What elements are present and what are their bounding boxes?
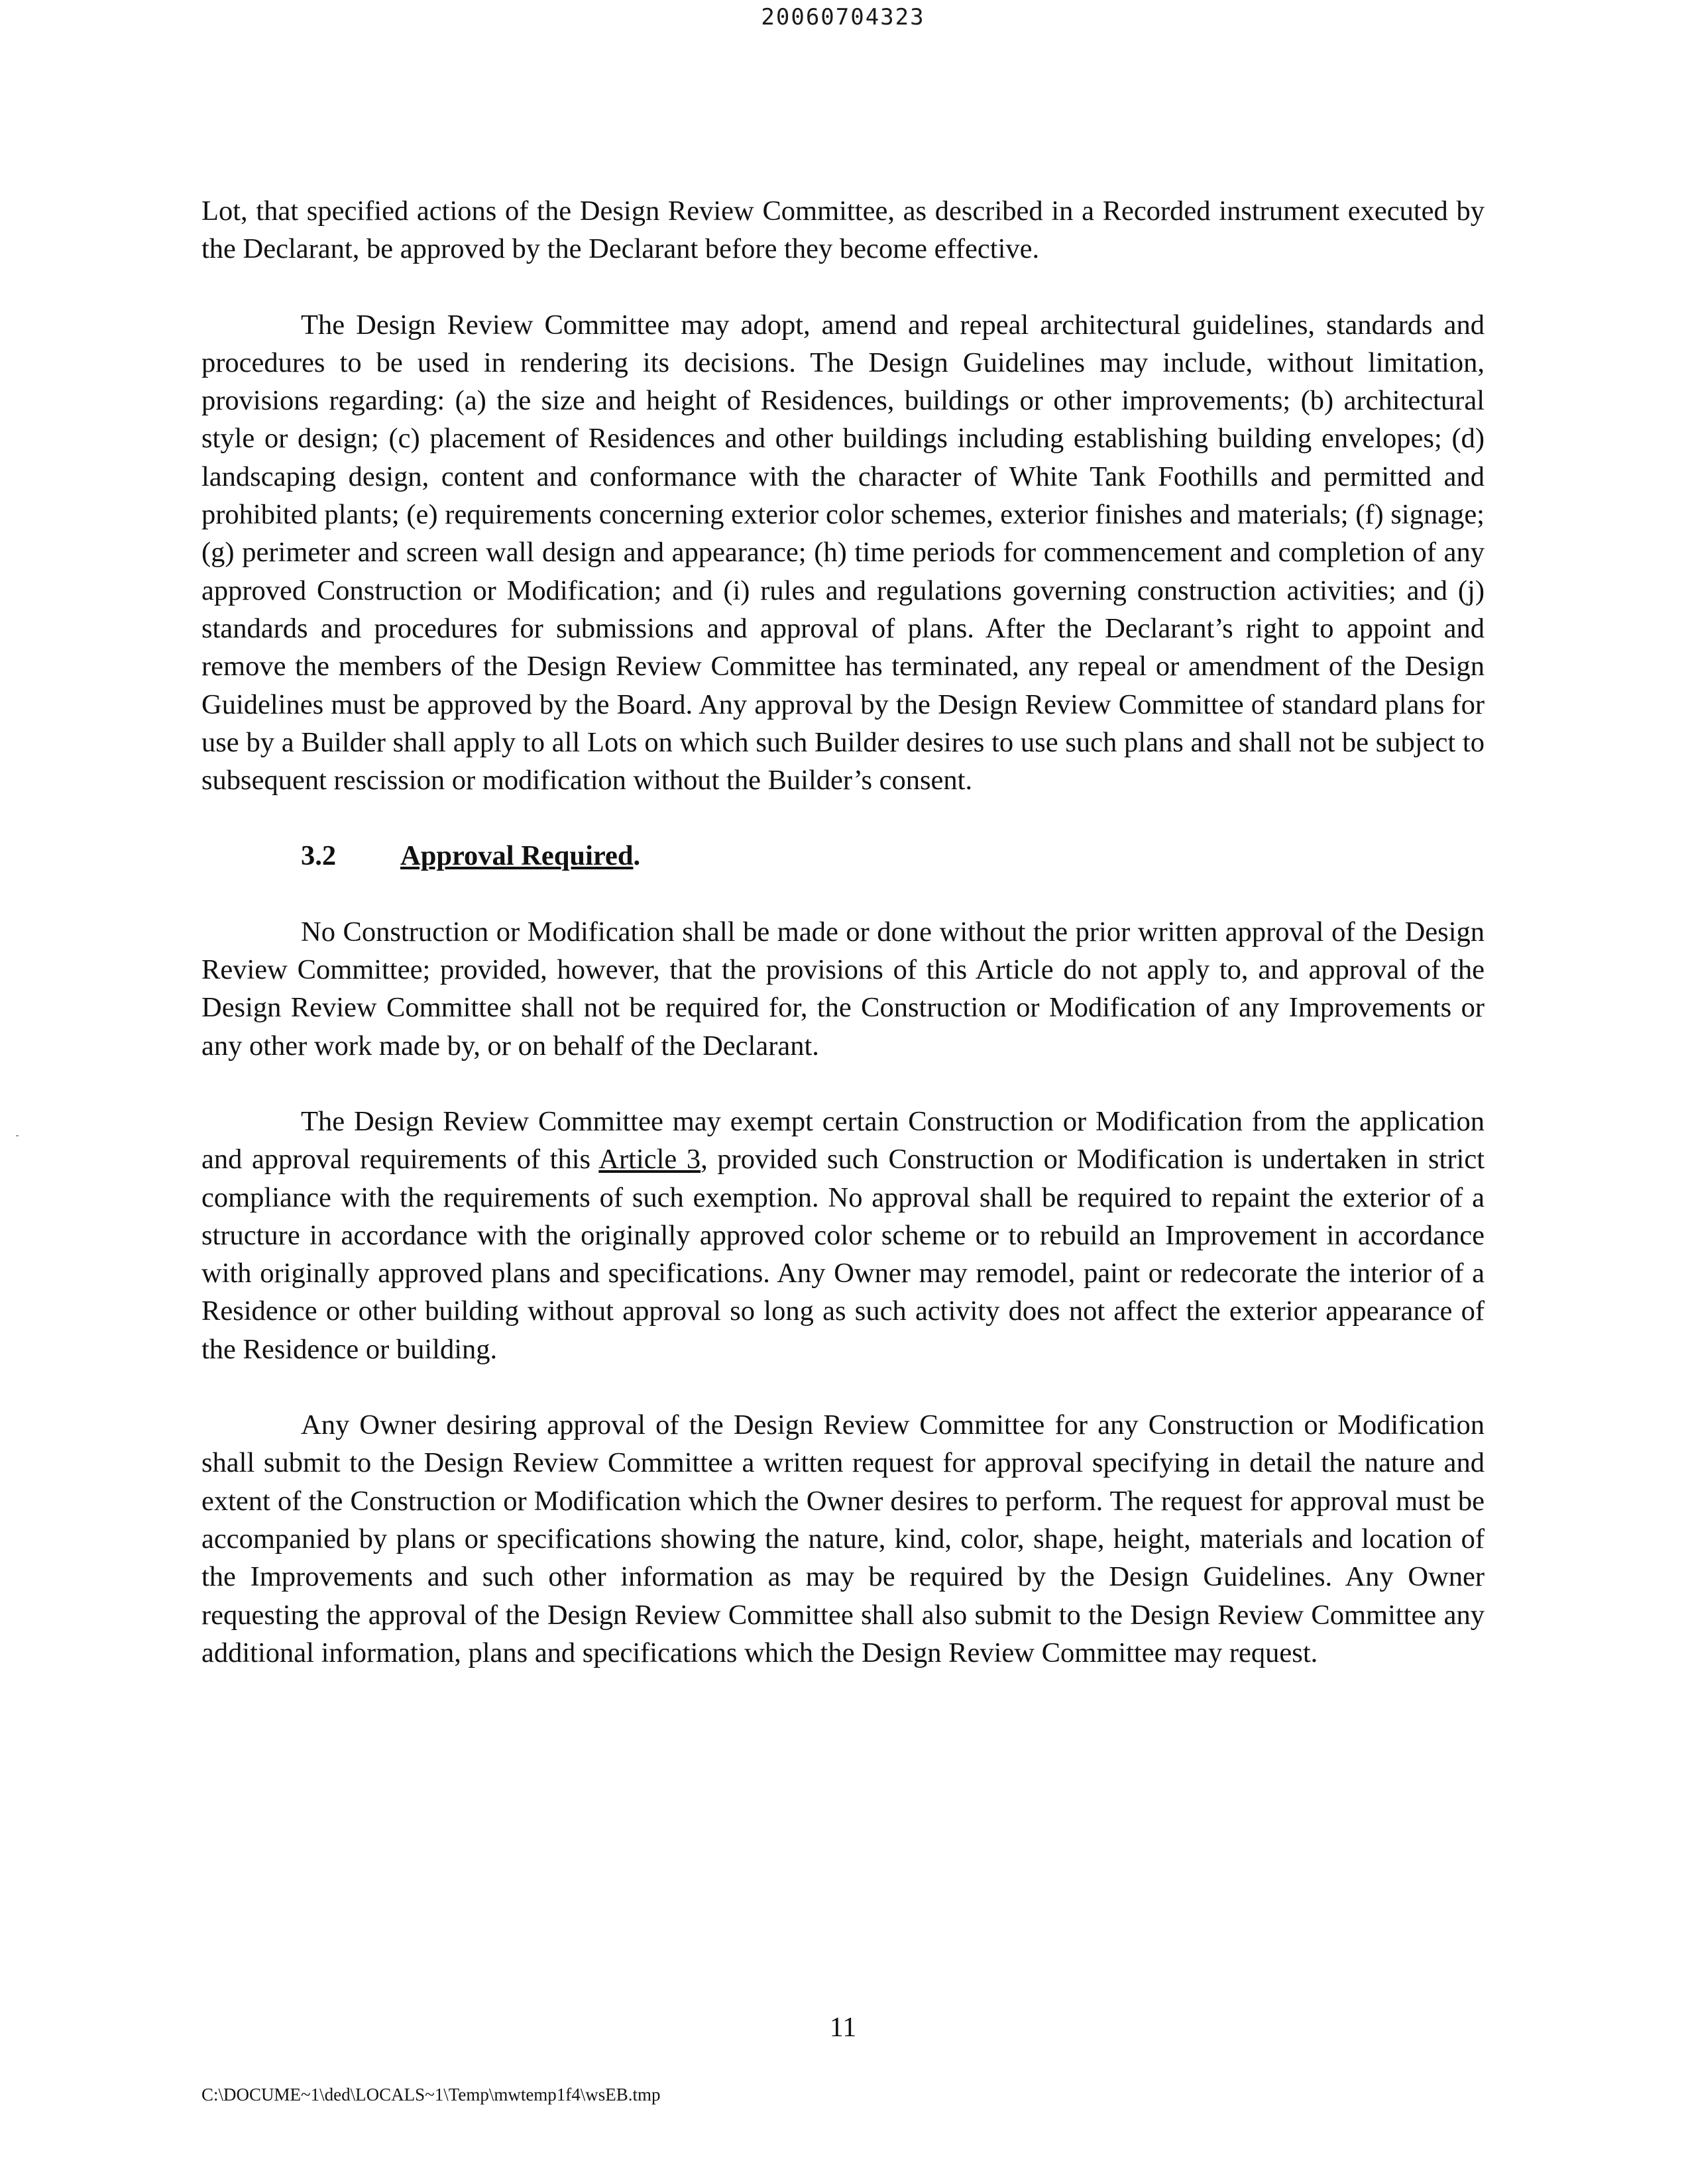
paragraph-design-guidelines: The Design Review Committee may adopt, amend and repeal architectural guidelines, standards and procedures to be used in rendering its decisions. The Design Guidelines may include, without limitation, provisions regarding: (a) the size and height of Residences, buildings or other improvements; (b) architectural style or design; (c) placement of Residences and other buildings including establishing building envelopes; (d) landscaping design, content and conformance with the character of White Tank Foothills and permitted and prohibited plants; (e) requirements concerning exterior color schemes, exterior finishes and materials; (f) signage; (g) perimeter and screen wall design and appearance; (h) time periods for commencement and completion of any approved Construction or Modification; and (i) rules and regulations governing construction activities; and (j) standards and procedures for submissions and approval of plans. After the Declarant’s right to appoint and remove the members of the Design Review Committee has terminated, any repeal or amendment of the Design Guidelines must be approved by the Board. Any approval by the Design Review Committee of standard plans for use by a Builder shall apply to all Lots on which such Builder desires to use such plans and shall not be subject to subsequent rescission or modification without the Builder’s consent.: [201, 309, 1485, 796]
paragraph-continuation: Lot, that specified actions of the Design Review Committee, as described in a Recorded instrument executed by the Declarant, be approved by the Declarant before they become effective.: [201, 195, 1485, 265]
paragraph-exemptions: [201, 1103, 1485, 1368]
exemption-text-after: , provided such Construction or Modification is undertaken in strict compliance with the requirements of such exemption. No approval shall be required to repaint the exterior of a structure in accordance with the originally approved color scheme or to rebuild an Improvement in accordance with originally approved plans and specifications. Any Owner may remodel, paint or redecorate the interior of a Residence or other building without approval so long as such activity does not affect the exterior appearance of the Residence or building.: [201, 1144, 1485, 1365]
section-title: Approval Required: [400, 840, 634, 872]
document-body: [201, 192, 1485, 1672]
file-path-footer: C:\DOCUME~1\ded\LOCALS~1\Temp\mwtemp1f4\wsEB.tmp: [201, 2085, 661, 2104]
section-heading: [301, 837, 1485, 875]
exemption-text-before: The Design Review Committee may exempt certain Construction or Modification from the application and approval requirements of this: [201, 1105, 1485, 1175]
section-number: 3.2: [301, 840, 337, 872]
article-reference: Article 3: [598, 1144, 701, 1175]
paragraph-approval-required: No Construction or Modification shall be made or done without the prior written approval of the Design Review Committee; provided, however, that the provisions of this Article do not apply to, and approval of the Design Review Committee shall not be required for, the Construction or Modification of any Improvements or any other work made by, or on behalf of the Declarant.: [201, 916, 1485, 1062]
paragraph-approval-request: Any Owner desiring approval of the Design Review Committee for any Construction or Modification shall submit to the Design Review Committee a written request for approval specifying in detail the nature and extent of the Construction or Modification which the Owner desires to perform. The request for approval must be accompanied by plans or specifications showing the nature, kind, color, shape, height, materials and location of the Improvements and such other information as may be required by the Design Guidelines. Any Owner requesting the approval of the Design Review Committee shall also submit to the Design Review Committee any additional information, plans and specifications which the Design Review Committee may request.: [201, 1409, 1485, 1668]
section-title-punctuation: .: [633, 840, 641, 872]
margin-mark: [16, 1135, 19, 1136]
document-number: 20060704323: [761, 4, 925, 30]
page-number: 11: [829, 2012, 857, 2043]
